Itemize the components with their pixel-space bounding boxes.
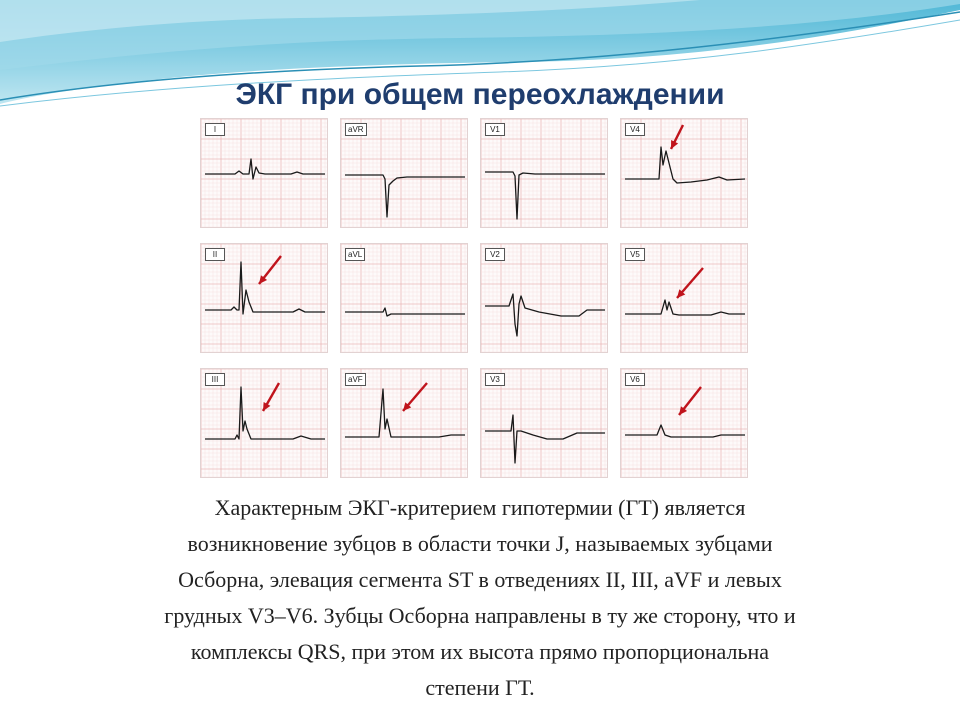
caption-line: степени ГТ. (425, 675, 535, 700)
ecg-panel-V6 (620, 368, 748, 478)
caption-line: Характерным ЭКГ-критерием гипотермии (ГТ) является (214, 495, 746, 520)
lead-label: V5 (625, 248, 645, 261)
caption-line: Осборна, элевация сегмента ST в отведениях II, III, aVF и левых (178, 567, 782, 592)
ecg-panel-V5 (620, 243, 748, 353)
lead-label: V3 (485, 373, 505, 386)
lead-label: aVL (345, 248, 365, 261)
caption-line: комплексы QRS, при этом их высота прямо пропорциональна (190, 639, 770, 664)
slide-title: ЭКГ при общем переохлаждении (235, 78, 725, 111)
lead-label: III (205, 373, 225, 386)
ecg-panel-III (200, 368, 328, 478)
lead-label: aVR (345, 123, 367, 136)
ecg-panel-aVR (340, 118, 468, 228)
lead-label: V1 (485, 123, 505, 136)
slide-caption (40, 490, 920, 706)
caption-line: возникновение зубцов в области точки J, называемых зубцами (187, 531, 773, 556)
ecg-figure (200, 118, 760, 483)
lead-label: I (205, 123, 225, 136)
lead-label: aVF (345, 373, 366, 386)
ecg-panel-V2 (480, 243, 608, 353)
caption-line: грудных V3–V6. Зубцы Осборна направлены в ту же сторону, что и (164, 603, 796, 628)
lead-label: V2 (485, 248, 505, 261)
lead-label: V4 (625, 123, 645, 136)
ecg-panel-I (200, 118, 328, 228)
ecg-panel-V1 (480, 118, 608, 228)
ecg-panel-II (200, 243, 328, 353)
ecg-panel-V3 (480, 368, 608, 478)
ecg-panel-aVL (340, 243, 468, 353)
lead-label: II (205, 248, 225, 261)
ecg-panel-V4 (620, 118, 748, 228)
lead-label: V6 (625, 373, 645, 386)
ecg-panel-aVF (340, 368, 468, 478)
